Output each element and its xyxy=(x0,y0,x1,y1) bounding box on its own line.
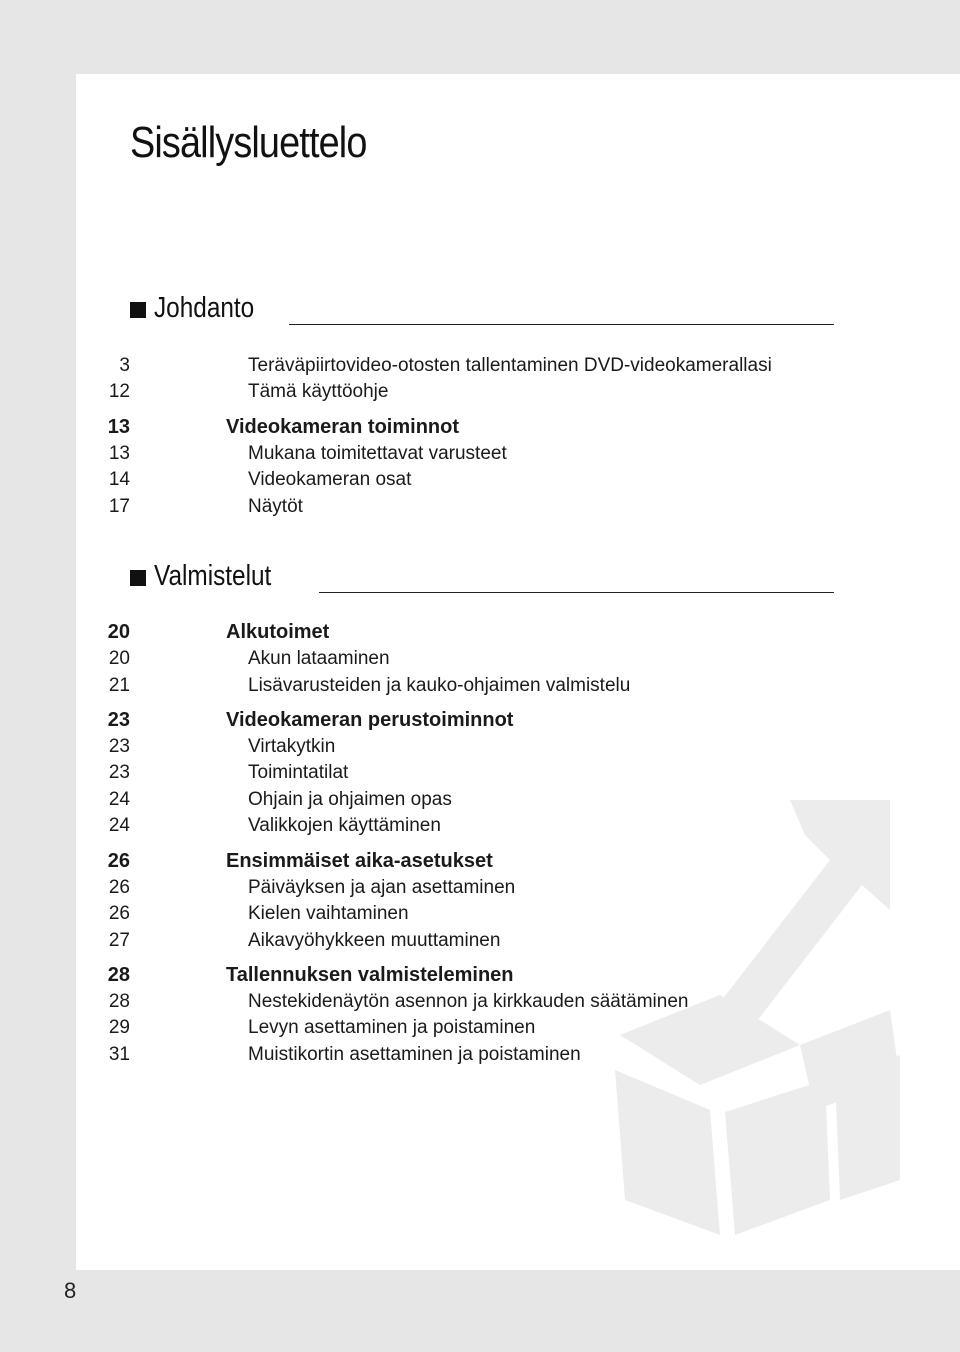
toc-page-number: 23 xyxy=(108,736,130,757)
toc-entry-text: Tallennuksen valmisteleminen xyxy=(226,964,514,986)
toc-page-number: 21 xyxy=(108,675,130,696)
toc-entry-text: Päiväyksen ja ajan asettaminen xyxy=(248,877,516,898)
toc-entry[interactable] xyxy=(0,815,900,841)
toc-page-number: 24 xyxy=(108,815,130,836)
toc-page-number: 31 xyxy=(108,1044,130,1065)
toc-entry-text: Lisävarusteiden ja kauko-ohjaimen valmistelu xyxy=(248,675,631,696)
toc-page-number: 12 xyxy=(108,381,130,402)
toc-entry-text: Videokameran toiminnot xyxy=(226,416,460,438)
toc-page-number: 27 xyxy=(108,930,130,951)
toc-page-number: 26 xyxy=(107,850,130,872)
toc-chapter-entry[interactable] xyxy=(0,416,900,442)
toc-page-number: 17 xyxy=(108,496,130,517)
section-rule xyxy=(319,592,834,593)
toc-page-number: 26 xyxy=(108,877,130,898)
toc-entry-text: Aikavyöhykkeen muuttaminen xyxy=(248,930,501,951)
toc-entry[interactable] xyxy=(0,381,900,407)
toc-entry-text: Valikkojen käyttäminen xyxy=(248,815,441,836)
toc-entry-text: Ohjain ja ohjaimen opas xyxy=(248,789,452,810)
toc-entry-text: Videokameran perustoiminnot xyxy=(226,709,514,731)
toc-entry-text: Toimintatilat xyxy=(248,762,349,783)
toc-entry[interactable] xyxy=(0,675,900,701)
toc-entry-text: Virtakytkin xyxy=(248,736,336,757)
toc-entry[interactable] xyxy=(0,1044,900,1070)
section-title: Johdanto xyxy=(154,292,255,324)
toc-page-number: 14 xyxy=(108,469,130,490)
toc-entry-text: Levyn asettaminen ja poistaminen xyxy=(248,1017,536,1038)
toc-page-number: 20 xyxy=(108,648,130,669)
section-header xyxy=(130,560,840,600)
toc-page-number: 13 xyxy=(107,416,130,438)
toc-entry-text: Teräväpiirtovideo-otosten tallentaminen DVD-videokamerallasi xyxy=(248,355,772,376)
toc-page-number: 26 xyxy=(108,903,130,924)
section-rule xyxy=(289,324,834,325)
toc-chapter-entry[interactable] xyxy=(0,850,900,876)
toc-entry[interactable] xyxy=(0,789,900,815)
toc-entry[interactable] xyxy=(0,991,900,1017)
toc-entry-text: Ensimmäiset aika-asetukset xyxy=(226,850,493,872)
toc-entry[interactable] xyxy=(0,903,900,929)
toc-chapter-entry[interactable] xyxy=(0,621,900,647)
toc-entry-text: Muistikortin asettaminen ja poistaminen xyxy=(248,1044,581,1065)
toc-entry[interactable] xyxy=(0,1017,900,1043)
section-title: Valmistelut xyxy=(154,560,272,592)
square-bullet-icon xyxy=(130,302,146,318)
toc-entry-text: Tämä käyttöohje xyxy=(248,381,389,402)
toc-entry-text: Näytöt xyxy=(248,496,303,517)
toc-entry[interactable] xyxy=(0,648,900,674)
toc-page-number: 13 xyxy=(108,443,130,464)
toc-entry[interactable] xyxy=(0,496,900,522)
toc-entry-text: Akun lataaminen xyxy=(248,648,390,669)
toc-entry[interactable] xyxy=(0,762,900,788)
toc-entry-text: Kielen vaihtaminen xyxy=(248,903,409,924)
toc-page-number: 20 xyxy=(107,621,130,643)
toc-entry-text: Videokameran osat xyxy=(248,469,412,490)
toc-entry[interactable] xyxy=(0,443,900,469)
toc-entry[interactable] xyxy=(0,930,900,956)
toc-chapter-entry[interactable] xyxy=(0,964,900,990)
toc-page-number: 28 xyxy=(108,991,130,1012)
section-header xyxy=(130,292,840,332)
toc-entry-text: Alkutoimet xyxy=(226,621,330,643)
toc-page-number: 28 xyxy=(107,964,130,986)
toc-entry-text: Mukana toimitettavat varusteet xyxy=(248,443,507,464)
toc-entry-text: Nestekidenäytön asennon ja kirkkauden säätäminen xyxy=(248,991,689,1012)
toc-page-number: 24 xyxy=(108,789,130,810)
toc-chapter-entry[interactable] xyxy=(0,709,900,735)
toc-entry[interactable] xyxy=(0,469,900,495)
page-title: Sisällysluettelo xyxy=(130,118,367,167)
square-bullet-icon xyxy=(130,570,146,586)
toc-page-number: 29 xyxy=(108,1017,130,1038)
toc-page-number: 23 xyxy=(107,709,130,731)
toc-entry[interactable] xyxy=(0,877,900,903)
page-number: 8 xyxy=(64,1278,77,1303)
toc-entry[interactable] xyxy=(0,736,900,762)
toc-entry[interactable] xyxy=(0,355,900,381)
toc-page-number: 3 xyxy=(119,355,130,376)
toc-page-number: 23 xyxy=(108,762,130,783)
